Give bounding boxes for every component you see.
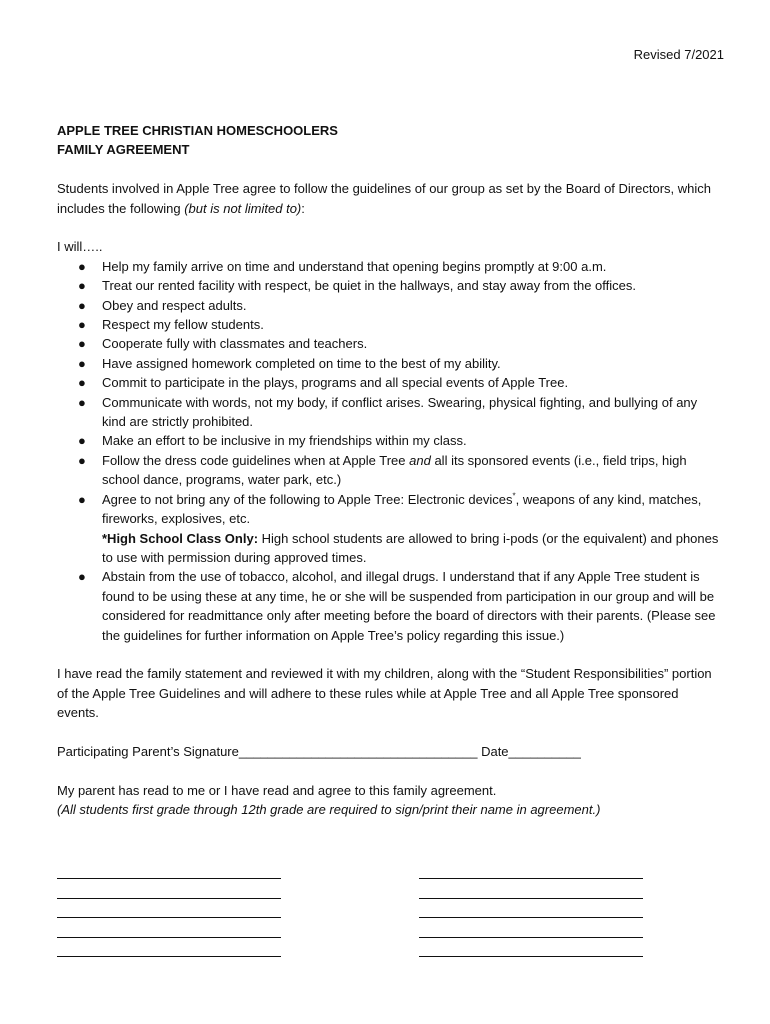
rule-text: Abstain from the use of tobacco, alcohol, and illegal drugs. I understand that if any Apple Tree student is found to be using these at any time, he or she will be suspended from participation in our group and will be considered for readmittance only after meeting before the board of directors with their parents. (Please see the guidelines for further information on Apple Tree’s policy regarding this issue.) xyxy=(102,569,716,643)
intro-text: Students involved in Apple Tree agree to follow the guidelines of our group as set by the Board of Directors, which includes the following xyxy=(57,181,711,216)
bullet-icon: ● xyxy=(78,258,86,274)
document-title: FAMILY AGREEMENT xyxy=(57,142,190,158)
high-school-note-label: *High School Class Only: xyxy=(102,530,259,546)
bullet-icon: ● xyxy=(78,317,86,333)
bullet-icon: ● xyxy=(78,433,86,449)
rule-text: Help my family arrive on time and understand that opening begins promptly at 9:00 a.m. xyxy=(102,258,607,274)
signature-label: Participating Parent’s Signature xyxy=(57,743,239,759)
list-item xyxy=(57,334,722,353)
bullet-icon: ● xyxy=(78,452,86,468)
rules-list xyxy=(57,257,722,645)
student-signature-field[interactable] xyxy=(57,899,281,918)
student-signature-column-left xyxy=(57,860,281,957)
revision-date: Revised 7/2021 xyxy=(633,47,724,62)
high-school-note-text: High school students are allowed to bring i-pods (or the equivalent) and phones to use with permission during approved times. xyxy=(102,530,719,565)
list-item xyxy=(57,257,722,276)
student-signature-field[interactable] xyxy=(419,899,643,918)
list-item xyxy=(57,431,722,450)
list-item xyxy=(57,296,722,315)
student-signature-field[interactable] xyxy=(419,938,643,957)
list-item xyxy=(57,315,722,334)
list-item xyxy=(57,276,722,295)
date-label: Date xyxy=(477,743,509,759)
rule-italic: and xyxy=(409,452,431,468)
rule-text: Cooperate fully with classmates and teachers. xyxy=(102,336,368,352)
date-field[interactable]: __________ xyxy=(508,743,581,759)
student-signature-field[interactable] xyxy=(57,860,281,879)
rule-text: Communicate with words, not my body, if conflict arises. Swearing, physical fighting, and bullying of any kind are strictly prohibited. xyxy=(102,394,698,430)
intro-end: : xyxy=(301,200,305,216)
intro-italic: (but is not limited to) xyxy=(184,200,302,216)
rule-text: , weapons of any kind, matches, fireworks, explosives, etc. xyxy=(102,491,702,527)
rule-text: Treat our rented facility with respect, be quiet in the hallways, and stay away from the offices. xyxy=(102,278,636,294)
student-signature-field[interactable] xyxy=(419,879,643,898)
signature-field[interactable]: _________________________________ xyxy=(238,743,478,759)
rule-text: Make an effort to be inclusive in my friendships within my class. xyxy=(102,433,467,449)
student-signature-field[interactable] xyxy=(419,918,643,937)
bullet-icon: ● xyxy=(78,297,86,313)
bullet-icon: ● xyxy=(78,569,86,585)
student-agreement-note: (All students first grade through 12th grade are required to sign/print their name in agreement.) xyxy=(57,802,601,818)
rule-text: all its sponsored events (i.e., field trips, high school dance, programs, water park, etc.) xyxy=(102,452,687,488)
list-item xyxy=(57,393,722,432)
agreement-body xyxy=(57,121,722,820)
rule-text: Obey and respect adults. xyxy=(102,297,247,313)
list-item xyxy=(57,567,722,645)
intro-paragraph xyxy=(57,179,722,218)
student-signature-field[interactable] xyxy=(57,879,281,898)
family-statement: I have read the family statement and reviewed it with my children, along with the “Student Responsibilities” portion of the Apple Tree Guidelines and will adhere to these rules while at Apple Tree and all Apple Tree sponsored events. xyxy=(57,666,712,721)
org-title: APPLE TREE CHRISTIAN HOMESCHOOLERS xyxy=(57,123,338,138)
high-school-note xyxy=(57,529,722,568)
student-signature-field[interactable] xyxy=(419,860,643,879)
rule-text: Follow the dress code guidelines when at Apple Tree xyxy=(102,452,410,468)
rule-text: Respect my fellow students. xyxy=(102,317,264,333)
bullet-icon: ● xyxy=(78,278,86,294)
list-item xyxy=(57,451,722,490)
footnote-mark: * xyxy=(512,491,516,501)
student-signature-field[interactable] xyxy=(57,938,281,957)
parent-signature-line xyxy=(57,742,722,761)
list-item xyxy=(57,490,722,529)
bullet-icon: ● xyxy=(78,491,86,507)
rule-text: Have assigned homework completed on time to the best of my ability. xyxy=(102,355,501,371)
bullet-icon: ● xyxy=(78,375,86,391)
student-signature-column-right xyxy=(419,860,643,957)
rule-text: Agree to not bring any of the following to Apple Tree: Electronic devices xyxy=(102,491,513,507)
student-signature-field[interactable] xyxy=(57,918,281,937)
bullet-icon: ● xyxy=(78,394,86,410)
list-item xyxy=(57,373,722,392)
bullet-icon: ● xyxy=(78,355,86,371)
student-agreement-text: My parent has read to me or I have read and agree to this family agreement. xyxy=(57,782,497,798)
i-will-heading: I will….. xyxy=(57,239,103,255)
bullet-icon: ● xyxy=(78,336,86,352)
rule-text: Commit to participate in the plays, programs and all special events of Apple Tree. xyxy=(102,375,569,391)
list-item xyxy=(57,354,722,373)
